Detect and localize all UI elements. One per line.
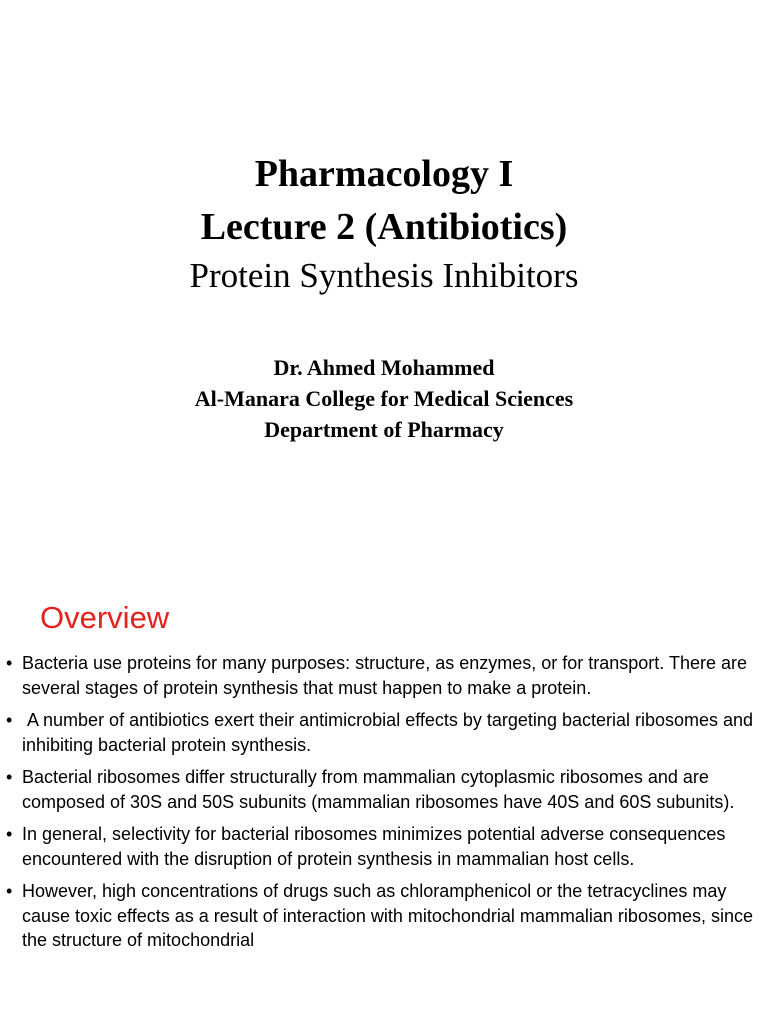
- overview-bullet-list: [0, 651, 768, 961]
- bullet-text: A number of antibiotics exert their antimicrobial effects by targeting bacterial ribosomes and inhibiting bacterial protein synthesis.: [22, 710, 759, 755]
- college-name: Al-Manara College for Medical Sciences: [194, 386, 574, 411]
- bullet-marker: •: [6, 767, 13, 787]
- course-title: Pharmacology I: [254, 153, 514, 195]
- author-name: Dr. Ahmed Mohammed: [273, 355, 495, 380]
- bullet-item: [0, 708, 768, 757]
- bullet-item: [0, 651, 768, 700]
- bullet-marker: •: [6, 824, 13, 844]
- bullet-item: [0, 765, 768, 814]
- bullet-item: [0, 879, 768, 953]
- bullet-text: In general, selectivity for bacterial ribosomes minimizes potential adverse consequences encountered with the disruption of protein synthesis in mammalian host cells.: [22, 824, 726, 869]
- bullet-text: Bacterial ribosomes differ structurally from mammalian cytoplasmic ribosomes and are composed of 30S and 50S subunits (mammalian ribosomes have 40S and 60S subunits).: [22, 767, 735, 812]
- department-name: Department of Pharmacy: [264, 417, 504, 442]
- bullet-item: [0, 822, 768, 871]
- bullet-marker: •: [6, 881, 13, 901]
- bullet-marker: •: [6, 710, 13, 730]
- topic-subtitle: Protein Synthesis Inhibitors: [189, 256, 579, 295]
- overview-heading: Overview: [40, 600, 170, 635]
- bullet-text: However, high concentrations of drugs such as chloramphenicol or the tetracyclines may cause toxic effects as a result of interaction with mitochondrial mammalian ribosomes, since the structure of mitochondrial: [22, 881, 753, 950]
- lecture-title: Lecture 2 (Antibiotics): [200, 206, 568, 248]
- bullet-marker: •: [6, 653, 13, 673]
- bullet-text: Bacteria use proteins for many purposes: structure, as enzymes, or for transport. There are several stages of protein synthesis that must happen to make a protein.: [22, 653, 747, 698]
